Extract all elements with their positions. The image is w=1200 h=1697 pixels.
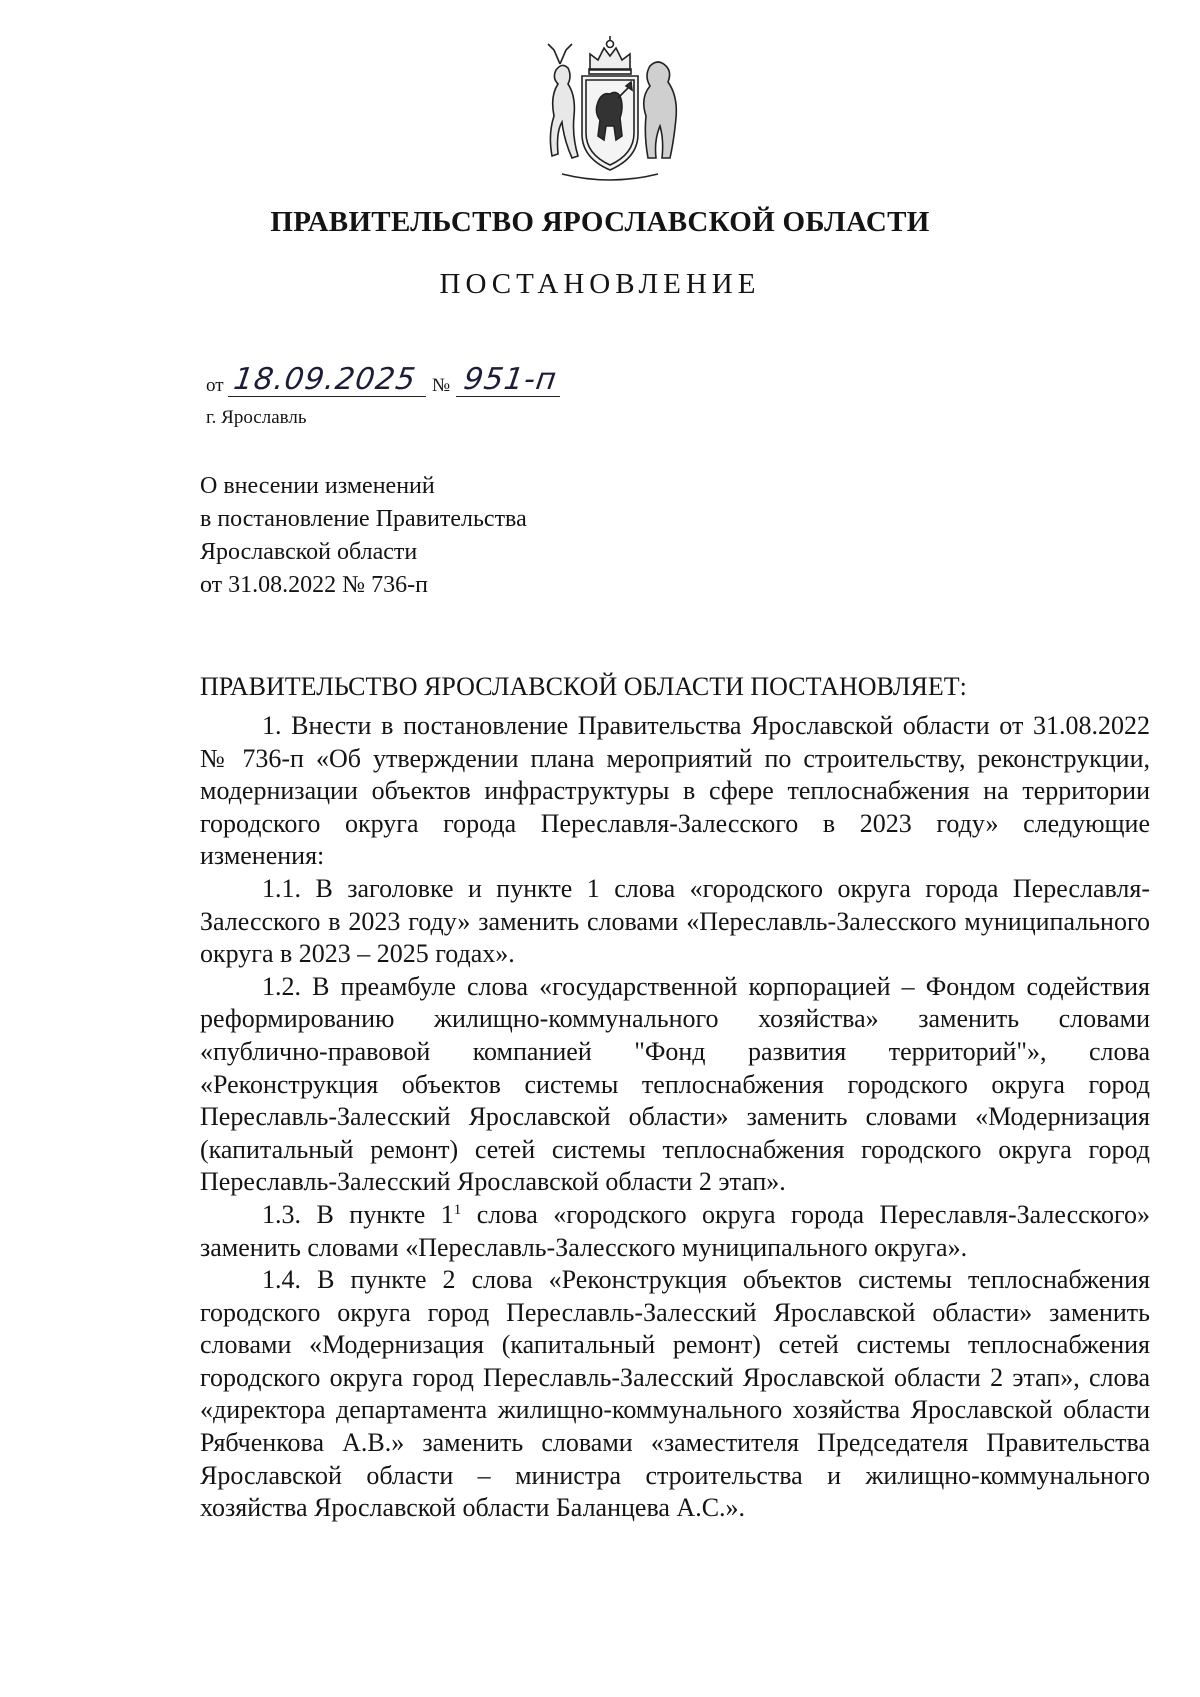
resolving-phrase: ПРАВИТЕЛЬСТВО ЯРОСЛАВСКОЙ ОБЛАСТИ ПОСТАНОВЛЯЕТ: <box>200 672 967 701</box>
document-subject <box>200 470 527 602</box>
clause-1-3-rest: слова «городского округа города Переславля-Залесского» заменить словами «Переславль-Залесского муниципального округа». <box>200 1199 1150 1262</box>
document-type: ПОСТАНОВЛЕНИЕ <box>439 268 761 300</box>
clause-1-3-lead: 1.3. В пункте 1 <box>262 1199 454 1229</box>
subject-line: О внесении изменений <box>200 473 435 499</box>
clause-1-4: 1.4. В пункте 2 слова «Реконструкция объектов системы теплоснабжения городского округа город Переславль-Залесский Ярославской области» заменить словами «Модернизация (капитальный ремонт) сетей системы теплоснабжения городского округа город Переславль-Залесский Ярославской области 2 этап», слова «директора департамента жилищно-коммунального хозяйства Ярославской области Рябченкова А.В.» заменить словами «заместителя Председателя Правительства Ярославской области – министра строительства и жилищно-коммунального хозяйства Ярославской области Баланцева А.С.». <box>200 1265 1150 1523</box>
clause-1-3 <box>200 1199 1150 1264</box>
date-number-line <box>206 355 606 403</box>
subject-line: от 31.08.2022 № 736-п <box>200 572 428 598</box>
document-body <box>200 710 1150 1525</box>
clause-1-2: 1.2. В преамбуле слова «государственной корпорацией – Фондом содействия реформированию жилищно-коммунального хозяйства» заменить словами «публично-правовой компанией "Фонд развития территорий"», слова «Реконструкция объектов системы теплоснабжения городского округа город Переславль-Залесский Ярославской области» заменить словами «Модернизация (капитальный ремонт) сетей системы теплоснабжения городского округа город Переславль-Залесский Ярославской области 2 этап». <box>200 971 1150 1197</box>
handwritten-number: 951-п <box>461 362 560 397</box>
subject-line: в постановление Правительства <box>200 506 527 532</box>
number-sign: № <box>432 375 451 396</box>
subject-line: Ярославской области <box>200 539 418 565</box>
clause-1-1: 1.1. В заголовке и пункте 1 слова «городского округа города Переславля-Залесского в 2023 году» заменить словами «Переславль-Залесского муниципального округа в 2023 – 2025 годах». <box>200 873 1150 969</box>
clause-1: 1. Внести в постановление Правительства Ярославской области от 31.08.2022 № 736-п «Об утверждении плана мероприятий по строительству, реконструкции, модернизации объектов инфраструктуры в сфере теплоснабжения на территории городского округа города Переславля-Залесского в 2023 году» следующие изменения: <box>200 711 1150 871</box>
clause-1-3-superscript: 1 <box>453 1201 462 1218</box>
coat-of-arms-icon <box>532 36 688 186</box>
handwritten-date: 18.09.2025 <box>231 362 419 397</box>
government-title: ПРАВИТЕЛЬСТВО ЯРОСЛАВСКОЙ ОБЛАСТИ <box>270 206 930 238</box>
city-line: г. Ярославль <box>206 407 307 428</box>
date-prefix: от <box>206 375 224 396</box>
